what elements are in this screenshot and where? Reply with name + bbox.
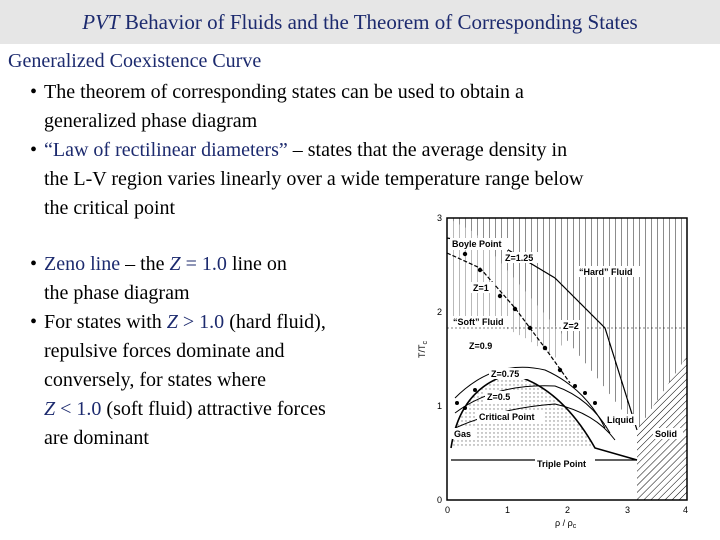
bullet-corresponding-states [30,78,670,136]
xtick-3: 3 [625,505,631,515]
z125-label: Z=1.25 [505,253,534,263]
bullet-hard-soft-fluid [30,308,410,453]
z-value: > 1.0 [177,311,225,333]
phase-diagram-figure [405,208,705,538]
solid-label: Solid [655,429,677,439]
bullet2-line3: the critical point [44,197,176,219]
bullet2-line2: the L-V region varies linearly over a wide temperature range below [44,168,584,190]
hard-fluid-label: “Hard” Fluid [579,267,633,277]
z-symbol: Z [169,253,181,275]
ytick-1: 1 [437,401,443,411]
title-pvt: PVT [82,10,120,34]
bullet-dot: • [30,253,38,275]
z-symbol: Z [44,398,56,420]
bullet4-line3: conversely, for states where [44,369,266,391]
z-symbol: Z [166,311,178,333]
critical-point-label: Critical Point [479,412,535,422]
bullet4-line2: repulsive forces dominate and [44,340,285,362]
soft-fluid-label: “Soft” Fluid [453,317,504,327]
law-term: “Law of rectilinear diameters” [44,139,288,161]
section-heading: Generalized Coexistence Curve [8,50,262,72]
slide-title [82,10,637,34]
bullet3-text2: line on [226,253,287,275]
bullet1-line1: The theorem of corresponding states can be used to obtain a [44,81,524,103]
bullet4-line5: are dominant [44,427,149,449]
bullet-dot: • [30,139,38,161]
z-value: < 1.0 [55,398,102,420]
xtick-0: 0 [445,505,451,515]
gas-label: Gas [454,429,472,439]
y-axis-label: $T/T_c$ [417,341,429,358]
z05-label: Z=0.5 [487,392,511,402]
xtick-4: 4 [683,505,689,515]
bullet3-line2: the phase diagram [44,282,190,304]
bullet2-line1: – states that the average density in [287,139,568,161]
liquid-label: Liquid [607,415,634,425]
ytick-2: 2 [437,307,443,317]
z-value: = 1.0 [180,253,227,275]
boyle-point-label: Boyle Point [452,239,502,249]
bullet-dot: • [30,311,38,333]
bullet4-text3: (soft fluid) attractive forces [101,398,326,420]
bullet4-text: For states with [44,311,167,333]
bullet-dot: • [30,81,38,103]
ytick-0: 0 [437,495,443,505]
xtick-2: 2 [565,505,571,515]
bullet3-text: – the [120,253,170,275]
z2-label: Z=2 [563,321,579,331]
zeno-term: Zeno line [44,253,121,275]
slide-title-bar [0,0,720,44]
title-rest: Behavior of Fluids and the Theorem of Corresponding States [119,10,638,34]
bullet-zeno-line [30,250,410,308]
z1-label: Z=1 [473,283,489,293]
triple-point-label: Triple Point [537,459,587,469]
bullet4-text2: (hard fluid), [224,311,326,333]
x-axis-label: ρ / $\rho_c$ [555,518,577,530]
xtick-1: 1 [505,505,511,515]
bullet1-line2: generalized phase diagram [44,110,258,132]
z09-label: Z=0.9 [469,341,493,351]
z075-label: Z=0.75 [491,369,520,379]
ytick-3: 3 [437,213,443,223]
